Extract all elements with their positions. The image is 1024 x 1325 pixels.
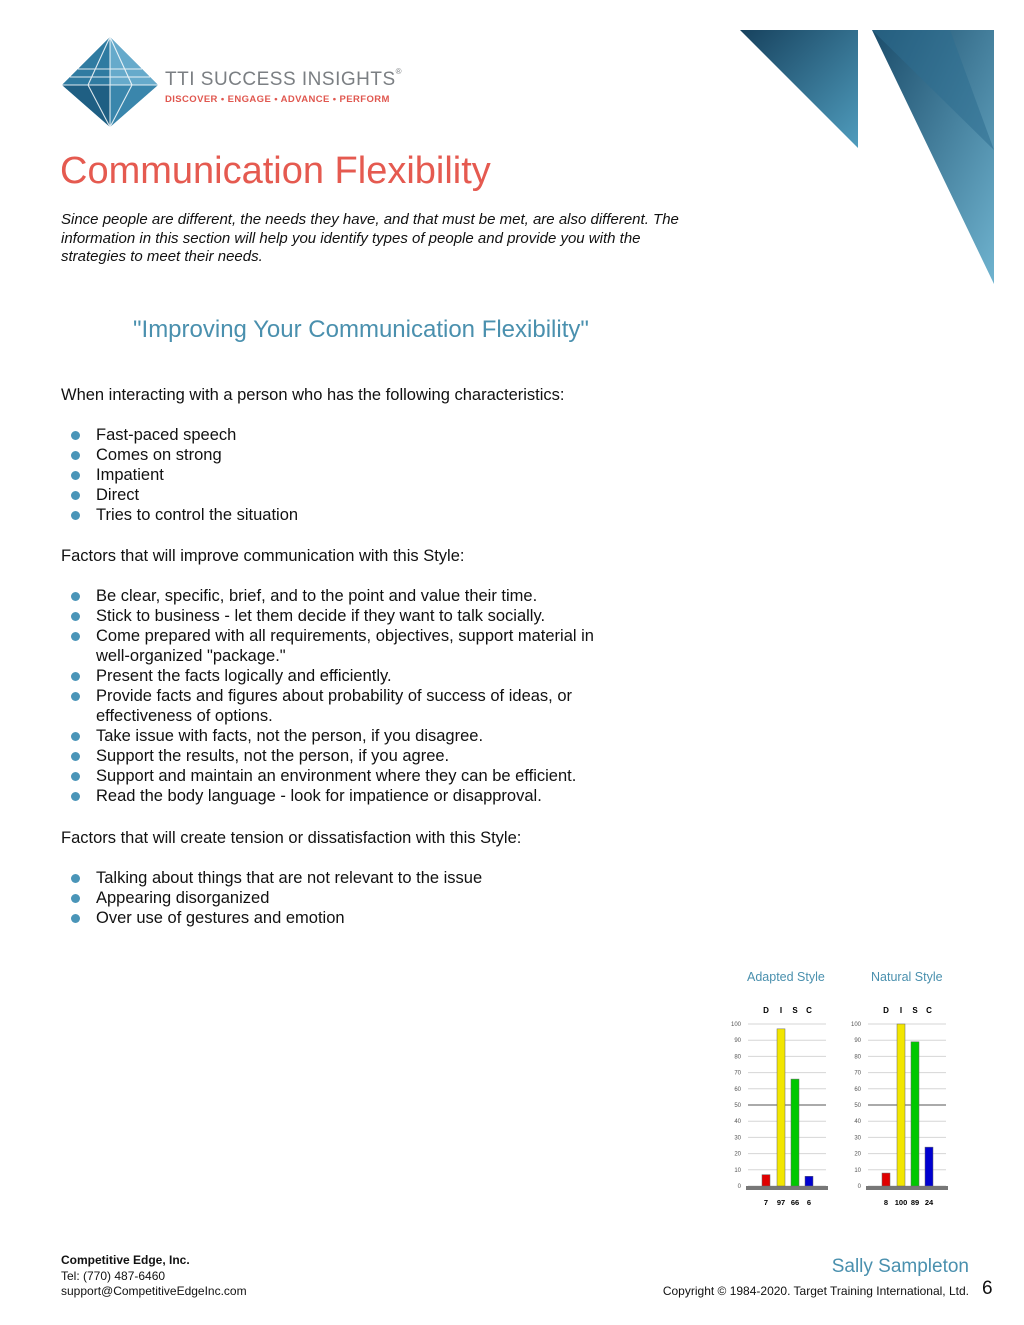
footer-person-name: Sally Sampleton (831, 1256, 969, 1277)
improve-intro: Factors that will improve communication with this Style: (61, 547, 465, 565)
list-item: Impatient (61, 465, 298, 485)
list-item: Support the results, not the person, if you agree. (61, 746, 594, 766)
y-tick-label: 10 (734, 1167, 741, 1174)
y-tick-label: 60 (854, 1086, 861, 1093)
category-label-i: I (899, 1006, 903, 1015)
page-number: 6 (982, 1278, 993, 1299)
bullet-icon (71, 632, 80, 641)
bar-i (777, 1029, 785, 1186)
footer-tel: Tel: (770) 487-6460 (61, 1269, 166, 1283)
category-label-d: D (763, 1006, 769, 1015)
y-tick-label: 90 (854, 1038, 861, 1045)
page-title: Communication Flexibility (60, 150, 491, 192)
category-label-c: C (806, 1006, 812, 1015)
brand-tagline: DISCOVER • ENGAGE • ADVANCE • PERFORM (165, 94, 390, 105)
footer-copyright: Copyright © 1984-2020. Target Training International, Ltd. (662, 1284, 969, 1298)
y-tick-label: 0 (857, 1184, 861, 1190)
value-label-d: 7 (763, 1198, 769, 1207)
natural-style-title: Natural Style (871, 970, 943, 984)
bullet-icon (71, 792, 80, 801)
y-tick-label: 100 (850, 1022, 861, 1028)
brand-name: TTI SUCCESS INSIGHTS® (165, 67, 403, 90)
list-item: Appearing disorganized (61, 888, 482, 908)
bullet-icon (71, 914, 80, 923)
bar-c (925, 1147, 933, 1186)
bullet-icon (71, 612, 80, 621)
value-label-s: 89 (910, 1198, 920, 1207)
list-item: Be clear, specific, brief, and to the point and value their time. (61, 586, 594, 606)
diamond-logo-icon (58, 35, 162, 129)
y-tick-label: 70 (854, 1070, 861, 1077)
bar-d (762, 1175, 770, 1186)
list-item-continuation: effectiveness of options. (96, 707, 273, 725)
value-label-c: 6 (806, 1198, 812, 1207)
tension-list (61, 868, 482, 928)
improve-list (61, 586, 594, 806)
section-heading: "Improving Your Communication Flexibility" (133, 316, 589, 343)
y-tick-label: 100 (730, 1022, 741, 1028)
bar-d (882, 1173, 890, 1186)
y-tick-label: 10 (854, 1167, 861, 1174)
bullet-icon (71, 511, 80, 520)
category-label-d: D (883, 1006, 889, 1015)
list-item: Provide facts and figures about probability of success of ideas, or (61, 686, 594, 706)
bullet-icon (71, 672, 80, 681)
list-item: Support and maintain an environment where they can be efficient. (61, 766, 594, 786)
category-label-s: S (792, 1006, 798, 1015)
list-item: Present the facts logically and efficiently. (61, 666, 594, 686)
bar-c (805, 1176, 813, 1186)
list-item: Direct (61, 485, 298, 505)
bullet-icon (71, 732, 80, 741)
value-label-d: 8 (883, 1198, 889, 1207)
characteristics-list (61, 425, 298, 525)
y-tick-label: 70 (734, 1070, 741, 1077)
list-item-continuation: well-organized "package." (96, 647, 286, 665)
bullet-icon (71, 772, 80, 781)
adapted-style-graph (724, 1000, 830, 1210)
y-tick-label: 40 (854, 1119, 861, 1126)
natural-style-graph (844, 1000, 950, 1210)
bullet-icon (71, 894, 80, 903)
bullet-icon (71, 431, 80, 440)
intro-paragraph: Since people are different, the needs they have, and that must be met, are also different. The information in this section will help you identify types of people and provide you with the strategies to meet their needs. (61, 211, 679, 265)
bullet-icon (71, 451, 80, 460)
adapted-style-title: Adapted Style (747, 970, 825, 984)
list-item: Read the body language - look for impatience or disapproval. (61, 786, 594, 806)
y-tick-label: 30 (734, 1135, 741, 1142)
bullet-icon (71, 491, 80, 500)
category-label-c: C (926, 1006, 932, 1015)
y-tick-label: 30 (854, 1135, 861, 1142)
y-tick-label: 40 (734, 1119, 741, 1126)
y-tick-label: 0 (737, 1184, 741, 1190)
bullet-icon (71, 692, 80, 701)
bar-i (897, 1024, 905, 1186)
y-tick-label: 80 (854, 1054, 861, 1061)
list-item: Talking about things that are not relevant to the issue (61, 868, 482, 888)
tension-intro: Factors that will create tension or dissatisfaction with this Style: (61, 829, 522, 847)
bullet-icon (71, 592, 80, 601)
corner-decoration (700, 0, 1024, 300)
category-label-s: S (912, 1006, 918, 1015)
characteristics-intro: When interacting with a person who has the following characteristics: (61, 386, 565, 404)
list-item: Over use of gestures and emotion (61, 908, 482, 928)
bullet-icon (71, 471, 80, 480)
footer-email: support@CompetitiveEdgeInc.com (61, 1284, 247, 1298)
list-item: Stick to business - let them decide if they want to talk socially. (61, 606, 594, 626)
list-item: Take issue with facts, not the person, if you disagree. (61, 726, 594, 746)
bar-s (791, 1079, 799, 1186)
footer-company: Competitive Edge, Inc. (61, 1253, 190, 1267)
list-item: Come prepared with all requirements, objectives, support material in (61, 626, 594, 646)
category-label-i: I (779, 1006, 783, 1015)
value-label-i: 100 (894, 1198, 908, 1207)
bullet-icon (71, 874, 80, 883)
value-label-i: 97 (776, 1198, 786, 1207)
y-tick-label: 50 (854, 1103, 861, 1109)
baseline-bar (866, 1186, 948, 1190)
y-tick-label: 80 (734, 1054, 741, 1061)
y-tick-label: 20 (854, 1151, 861, 1158)
y-tick-label: 90 (734, 1038, 741, 1045)
list-item: Tries to control the situation (61, 505, 298, 525)
bullet-icon (71, 752, 80, 761)
bar-s (911, 1042, 919, 1186)
y-tick-label: 60 (734, 1086, 741, 1093)
baseline-bar (746, 1186, 828, 1190)
value-label-c: 24 (924, 1198, 934, 1207)
list-item: Comes on strong (61, 445, 298, 465)
list-item: Fast-paced speech (61, 425, 298, 445)
y-tick-label: 50 (734, 1103, 741, 1109)
value-label-s: 66 (790, 1198, 800, 1207)
y-tick-label: 20 (734, 1151, 741, 1158)
